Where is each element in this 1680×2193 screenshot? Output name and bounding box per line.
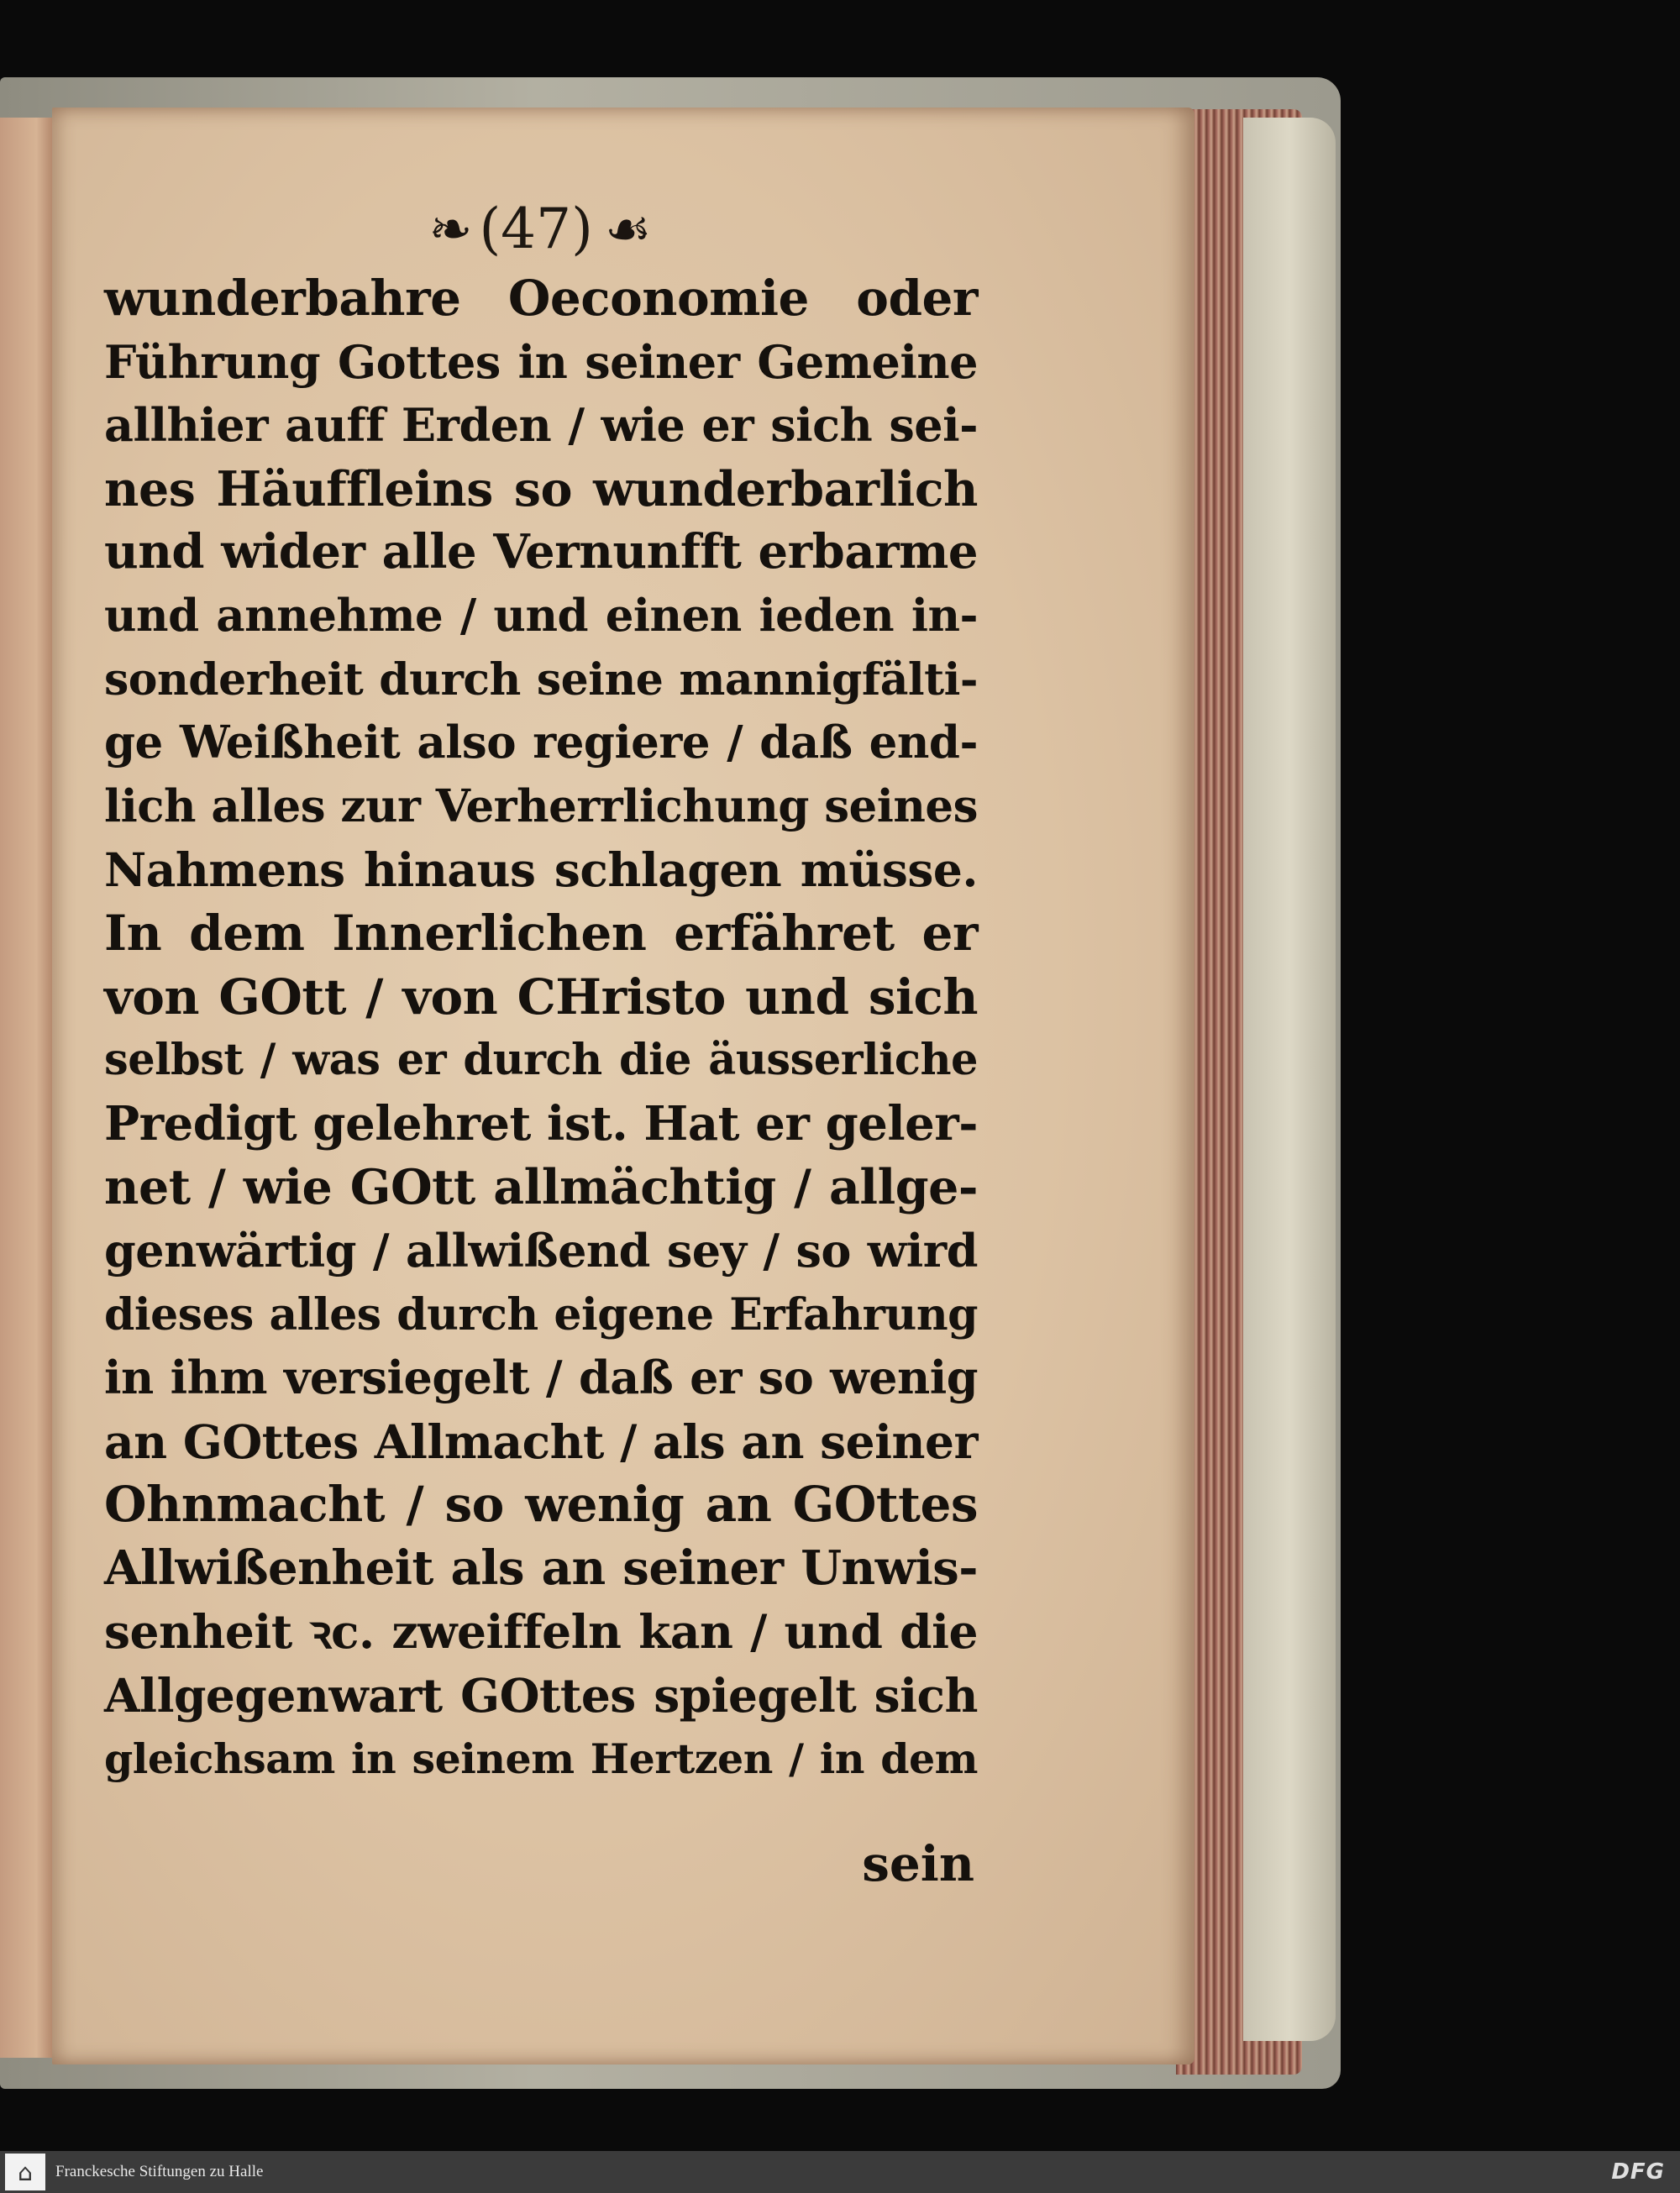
text-line: nes Häuffleins so wunderbarlich <box>104 460 978 517</box>
ornament-right-icon: ☙ <box>604 198 647 260</box>
text-line: von GOtt / von CHristo und sich <box>104 968 978 1026</box>
text-line: Führung Gottes in seiner Gemeine <box>104 334 978 389</box>
text-line: Allwißenheit als an seiner Unwis- <box>104 1540 978 1596</box>
text-line: wunderbahre Oeconomie oder <box>104 270 978 327</box>
text-line: an GOttes Allmacht / als an seiner <box>104 1414 978 1469</box>
page-number: (47) <box>479 197 593 261</box>
text-line: In dem Innerlichen erfähret er <box>104 904 978 962</box>
page-header <box>353 191 722 267</box>
text-line: genwärtig / allwißend sey / so wird <box>104 1223 978 1278</box>
text-line: ge Weißheit also regiere / daß end- <box>104 716 978 769</box>
text-line: und annehme / und einen ieden in- <box>104 589 978 642</box>
catchword: sein <box>862 1835 974 1892</box>
text-line: Ohnmacht / so wenig an GOttes <box>104 1476 978 1534</box>
text-line: gleichsam in seinem Hertzen / in dem <box>104 1734 978 1783</box>
text-line: lich alles zur Verherrlichung seines <box>104 779 978 832</box>
viewer-footer <box>0 2151 1680 2193</box>
text-line: sonderheit durch seine mannigfälti- <box>104 653 978 706</box>
text-line: allhier auff Erden / wie er sich sei- <box>104 398 978 453</box>
text-line: Nahmens hinaus schlagen müsse. <box>104 842 978 898</box>
text-line: dieses alles durch eigene Erfahrung <box>104 1288 978 1340</box>
building-icon[interactable]: ⌂ <box>5 2154 45 2190</box>
text-line: Allgegenwart GOttes spiegelt sich <box>104 1668 978 1723</box>
ornament-left-icon: ❧ <box>428 198 468 260</box>
dfg-logo[interactable]: DFG <box>1611 2159 1665 2185</box>
institution-name[interactable]: Franckesche Stiftungen zu Halle <box>55 2163 264 2180</box>
text-line: in ihm versiegelt / daß er so wenig <box>104 1351 978 1405</box>
binding-strip <box>1243 118 1336 2041</box>
previous-page-edge <box>0 118 52 2058</box>
text-line: selbst / was er durch die äusserliche <box>104 1035 978 1086</box>
text-line: net / wie GOtt allmächtig / allge- <box>104 1159 978 1216</box>
text-line: und wider alle Vernunfft erbarme <box>104 524 978 580</box>
text-line: Predigt gelehret ist. Hat er geler- <box>104 1095 978 1152</box>
text-line: senheit ꝛc. zweiffeln kan / und die <box>104 1604 978 1660</box>
page-text <box>104 267 978 1791</box>
